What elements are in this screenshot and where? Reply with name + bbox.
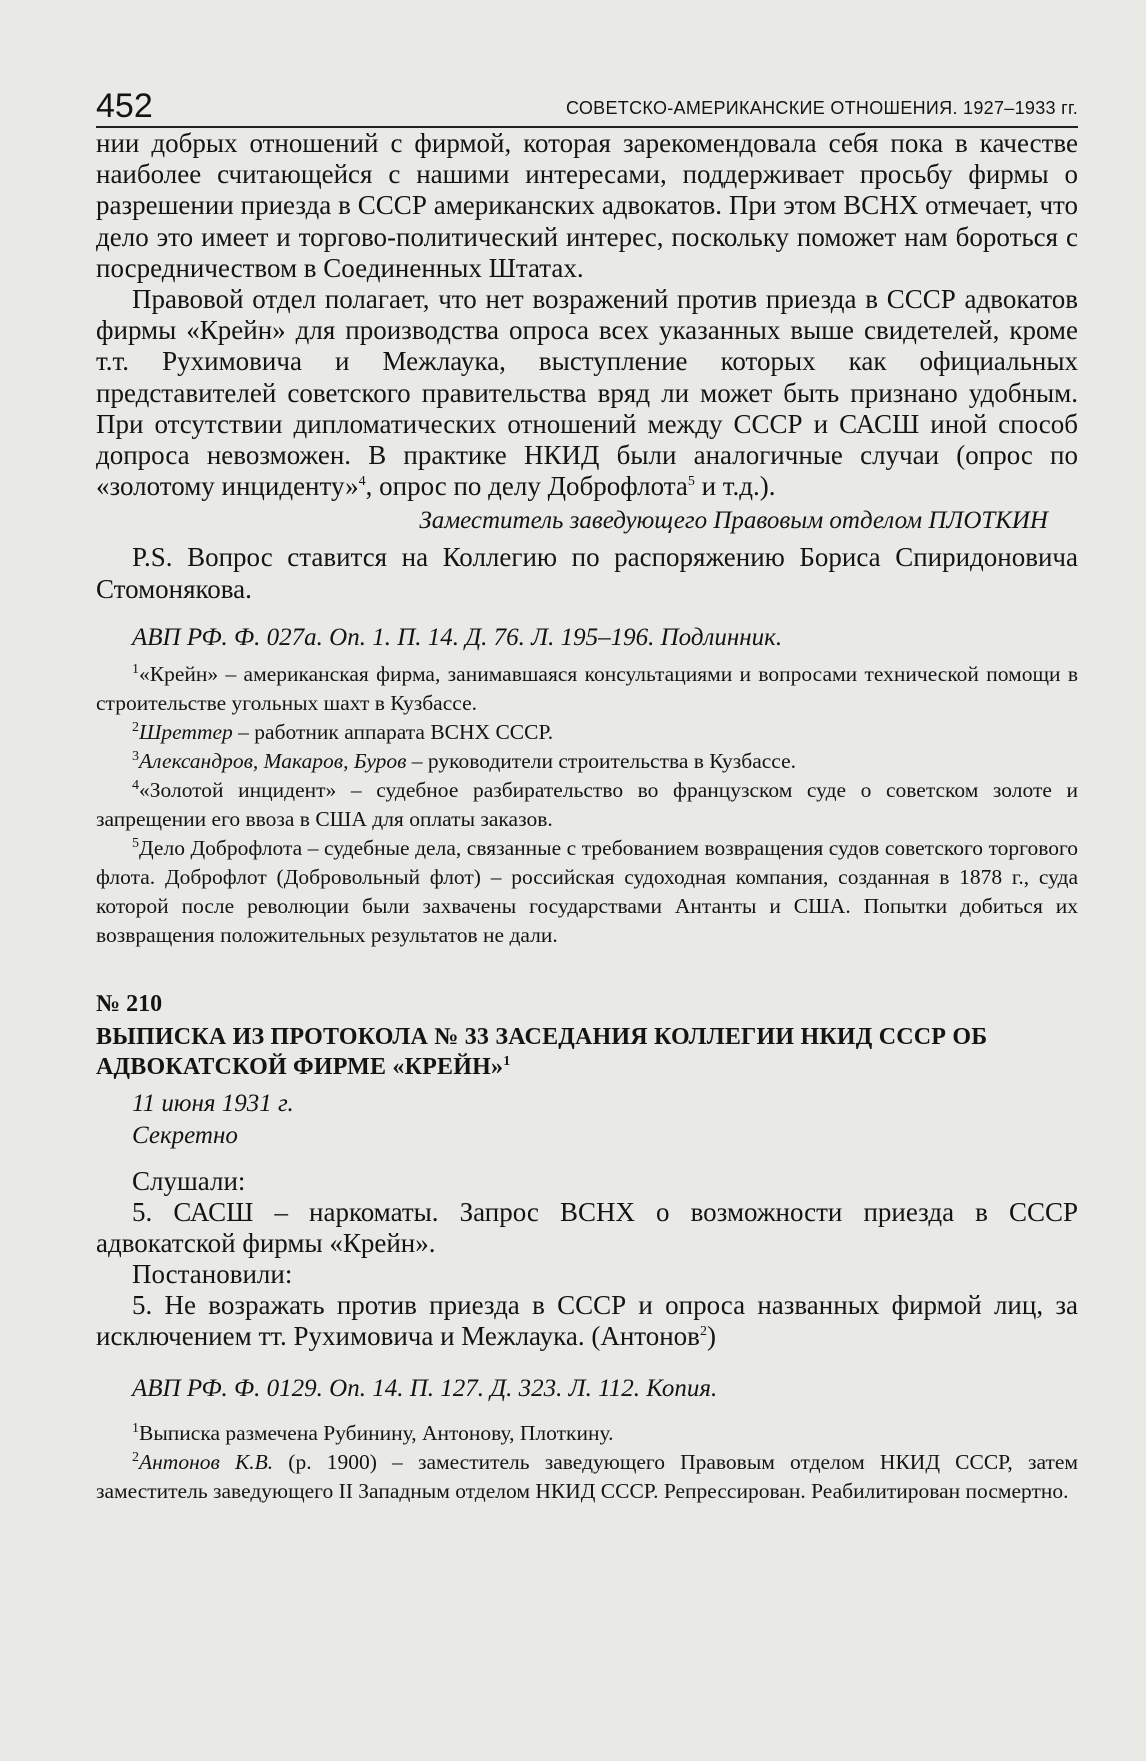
decided-label: Постановили:	[132, 1259, 293, 1290]
document-number: № 210	[96, 990, 163, 1017]
footnote-ref-2: 2	[699, 1324, 707, 1340]
footnote: $^1$Выписка размечена Рубинину, Антонову, Плоткину.	[132, 1420, 614, 1445]
document-date: 11 июня 1931 г.	[132, 1089, 294, 1117]
paragraph-text-b: , опрос по делу Доброфлота	[365, 471, 688, 502]
page-header	[96, 86, 1078, 128]
decided-text: 5. Не возражать против приезда в СССР и опроса названных фирмой лиц, за исключением тт. Рухимовича и Межлаука. (Антонов$^2$)	[96, 1290, 1078, 1352]
document-title: ВЫПИСКА ИЗ ПРОТОКОЛА № 33 ЗАСЕДАНИЯ КОЛЛЕГИИ НКИД СССР ОБ АДВОКАТСКОЙ ФИРМЕ «КРЕЙН»$^1$	[96, 1023, 988, 1080]
footnote: $^4$«Золотой инцидент» – судебное разбирательство во французском суде о советском золоте и запрещении его ввоза в США для оплаты заказов.	[96, 777, 1078, 831]
footnote: $^2$Антонов К.В. (р. 1900) – заместитель заведующего Правовым отделом НКИД СССР, затем заместитель заведующего II Западным отделом НКИД СССР. Репрессирован. Реабилитирован посмертно.	[96, 1449, 1078, 1503]
page-number: 452	[96, 87, 153, 125]
footnote: $^5$Дело Доброфлота – судебные дела, связанные с требованием возвращения судов советского торгового флота. Доброфлот (Добровольный флот) – российская судоходная компания, созданная в 1878 г., суда которой после революции были захвачены государствами Антанты и США. Попытки добиться их возвращения положительных результатов не дали.	[96, 835, 1078, 947]
footnote: $^2$Шреттер – работник аппарата ВСНХ СССР.	[132, 719, 554, 744]
footnotes-block	[96, 1419, 1078, 1506]
footnote: $^1$«Крейн» – американская фирма, занимавшаяся консультациями и вопросами технической помощи в строительстве угольных шахт в Кузбассе.	[96, 661, 1078, 715]
footnotes-block	[96, 660, 1078, 950]
paragraph-continuation: нии добрых отношений с фирмой, которая зарекомендовала себя пока в качестве наиболее считающейся с нашими интересами, поддерживает просьбу фирмы о разрешении приезда в СССР американских адвокатов. При этом ВСНХ отмечает, что дело это имеет и торгово-политический интерес, поскольку поможет нам бороться с посредничеством в Соединенных Штатах.	[96, 128, 1078, 283]
paragraph-text-a: Правовой отдел полагает, что нет возражений против приезда в СССР адвокатов фирмы «Крейн» для производства опроса всех указанных выше свидетелей, кроме т.т. Рухимовича и Межлаука, выступление которых как официальных представителей советского правительства вряд ли может быть признано удобным. При отсутствии дипломатических отношений между СССР и САСШ иной способ допроса невозможен. В практике НКИД были аналогичные случаи (опрос по «золотому инциденту»	[96, 284, 1078, 502]
secrecy-stamp: Секретно	[132, 1121, 238, 1149]
running-title: СОВЕТСКО-АМЕРИКАНСКИЕ ОТНОШЕНИЯ. 1927–1933 гг.	[565, 98, 1078, 118]
paragraph-legal-opinion	[96, 284, 1078, 502]
footnote-ref-1: 1	[503, 1053, 511, 1069]
signature-line: Заместитель заведующего Правовым отделом ПЛОТКИН	[419, 507, 1048, 535]
archive-reference: АВП РФ. Ф. 0129. Оп. 14. П. 127. Д. 323. Л. 112. Копия.	[132, 1374, 718, 1402]
footnote-ref-5: 5	[687, 474, 695, 490]
heard-text: 5. САСШ – наркоматы. Запрос ВСНХ о возможности приезда в СССР адвокатской фирмы «Крейн».	[96, 1196, 1078, 1259]
page-content	[96, 128, 1078, 1506]
footnote-ref-4: 4	[358, 474, 366, 490]
archive-reference: АВП РФ. Ф. 027а. Оп. 1. П. 14. Д. 76. Л. 195–196. Подлинник.	[132, 623, 783, 651]
paragraph-text-c: и т.д.).	[694, 471, 776, 502]
heard-label: Слушали:	[132, 1165, 246, 1196]
postscript: P.S. Вопрос ставится на Коллегию по распоряжению Бориса Спиридоновича Стомонякова.	[96, 542, 1078, 604]
footnote: $^3$Александров, Макаров, Буров – руководители строительства в Кузбассе.	[132, 748, 796, 773]
